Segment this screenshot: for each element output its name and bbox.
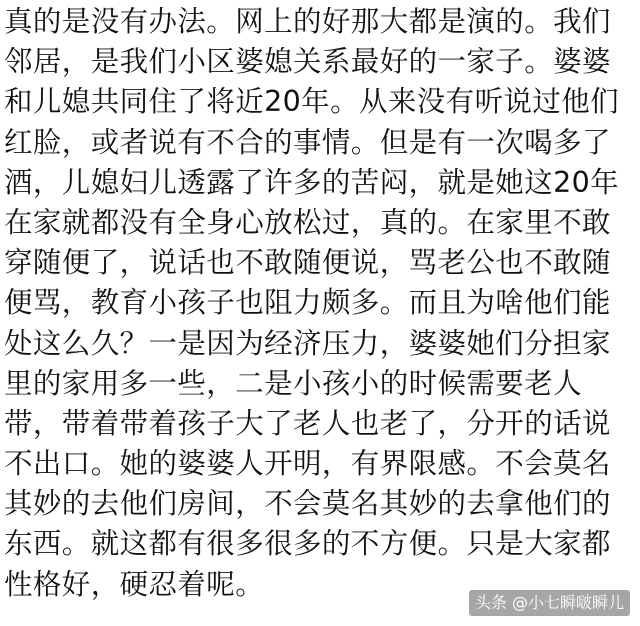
text-line: 性格好，硬忍着呢。 <box>4 567 265 601</box>
text-line: 穿随便了，说话也不敢随便说，骂老公也不敢随 <box>4 246 611 280</box>
text-line: 处这么久？一是因为经济压力，婆婆她们分担家 <box>4 326 611 360</box>
text-line: 里的家用多一些，二是小孩小的时候需要老人 <box>4 366 583 400</box>
text-line: 便骂，教育小孩子也阻力颇多。而且为啥他们能 <box>4 286 611 320</box>
text-line: 在家就都没有全身心放松过，真的。在家里不敢 <box>4 205 611 239</box>
text-line: 和儿媳共同住了将近20年。从来没有听说过他们 <box>4 85 620 119</box>
text-line: 带，带着带着孩子大了老人也老了，分开的话说 <box>4 406 611 440</box>
text-line: 红脸，或者说有不合的事情。但是有一次喝多了 <box>4 125 611 159</box>
text-line: 酒，儿媳妇儿透露了许多的苦闷，就是她这20年 <box>4 165 620 199</box>
watermark: 头条 @小七瞬啵瞬儿 <box>469 590 630 616</box>
text-line: 不出口。她的婆婆人开明，有界限感。不会莫名 <box>4 447 611 481</box>
post-text <box>4 2 636 605</box>
text-line: 东西。就这都有很多很多的不方便。只是大家都 <box>4 527 611 561</box>
text-line: 其妙的去他们房间，不会莫名其妙的去拿他们的 <box>4 487 611 521</box>
text-line: 真的是没有办法。网上的好那大都是演的。我们 <box>4 5 611 38</box>
text-line: 邻居，是我们小区婆媳关系最好的一家子。婆婆 <box>4 45 611 79</box>
